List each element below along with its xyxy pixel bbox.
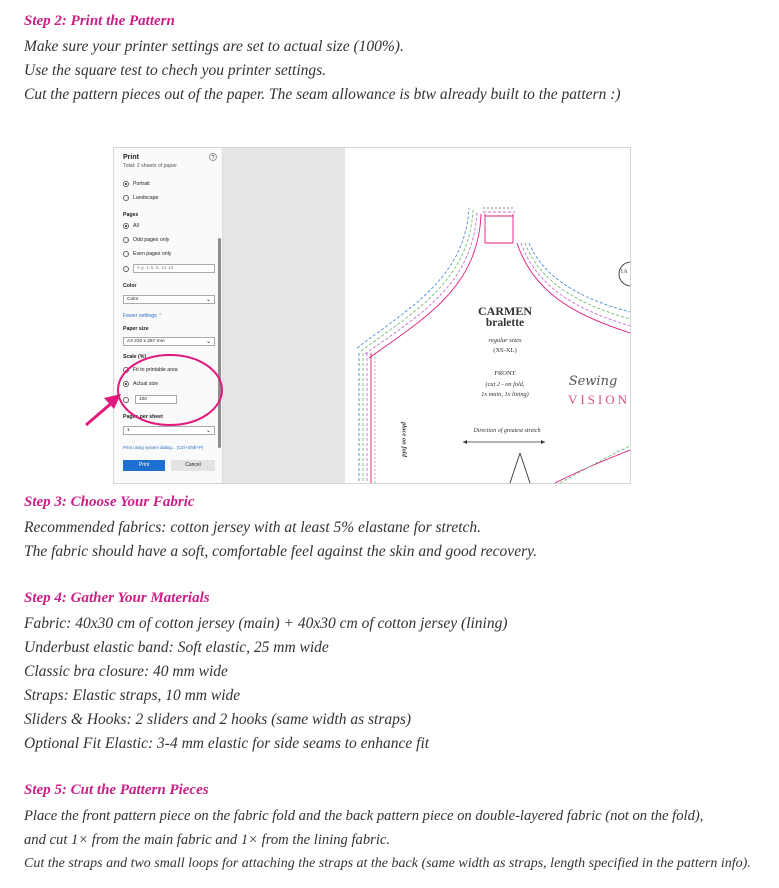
step2-line: Cut the pattern pieces out of the paper. The seam allowance is btw already built to the pattern :) [24, 86, 621, 103]
step4-line: Classic bra closure: 40 mm wide [24, 663, 228, 680]
print-dialog [114, 148, 223, 483]
step2-line: Use the square test to chech you printer settings. [24, 62, 327, 79]
step3-heading: Step 3: Choose Your Fabric [24, 494, 195, 510]
landscape-label: Landscape [133, 195, 159, 201]
step4-section [24, 588, 774, 756]
print-button[interactable]: Print [123, 460, 165, 471]
step5-heading: Step 5: Cut the Pattern Pieces [24, 782, 209, 798]
pattern-sizes-line2: (XS-XL) [493, 347, 517, 354]
actual-size-radio[interactable] [123, 381, 129, 387]
scale-label: Scale (%) [123, 354, 147, 360]
chevron-down-icon: ⌄ [205, 428, 211, 434]
step4-line: Sliders & Hooks: 2 sliders and 2 hooks (same width as straps) [24, 711, 412, 728]
pattern-sizes-line1: regular sizes [488, 337, 522, 344]
pages-even-radio[interactable] [123, 251, 129, 257]
step4-line: Optional Fit Elastic: 3-4 mm elastic for side seams to enhance fit [24, 735, 430, 752]
step3-line: Recommended fabrics: cotton jersey with at least 5% elastane for stretch. [24, 519, 482, 536]
actual-size-label: Actual size [133, 381, 159, 387]
fewer-settings-link[interactable]: Fewer settings ⌃ [123, 313, 163, 319]
step5-line: Place the front pattern piece on the fabric fold and the back pattern piece on double-layered fabric (not on the fold), [24, 808, 704, 824]
scale-input[interactable]: 100 [135, 395, 177, 404]
system-dialog-link[interactable]: Print using system dialog... (Ctrl+Shift+P) [123, 445, 204, 450]
pattern-piece: FRONT [494, 370, 516, 377]
landscape-radio[interactable] [123, 195, 129, 201]
dialog-title: Print [123, 154, 139, 161]
pages-custom-radio[interactable] [123, 266, 129, 272]
paper-size-value: A4 210 x 297 mm [127, 339, 165, 344]
pages-all-label: All [133, 223, 139, 229]
pages-per-sheet-label: Pages per sheet [123, 414, 163, 420]
preview-background [223, 148, 345, 483]
step2-line: Make sure your printer settings are set to actual size (100%). [24, 38, 404, 55]
stretch-label: Direction of greatest stretch [473, 428, 541, 434]
corner-mark: 1A [620, 269, 628, 275]
pattern-cut-line1: (cut 2 - on fold, [485, 381, 525, 388]
step3-section [24, 492, 774, 564]
color-value: Color [127, 297, 139, 302]
fold-label: place on fold [400, 422, 408, 457]
step5-line: and cut 1× from the main fabric and 1× from the lining fabric. [24, 832, 391, 848]
step5-section [24, 780, 774, 876]
portrait-radio[interactable] [123, 181, 129, 187]
pattern-name: CARMEN [478, 304, 532, 318]
step2-heading: Step 2: Print the Pattern [24, 13, 175, 29]
paper-size-label: Paper size [123, 326, 149, 332]
pages-per-sheet-value: 1 [127, 428, 130, 433]
pages-range-input[interactable]: e.g. 1-5, 8, 11-13 [133, 264, 215, 273]
paper-size-select[interactable] [123, 337, 215, 346]
pages-label: Pages [123, 212, 139, 218]
step2-section [24, 11, 774, 107]
step4-line: Fabric: 40x30 cm of cotton jersey (main) + 40x30 cm of cotton jersey (lining) [24, 615, 508, 632]
pages-odd-radio[interactable] [123, 237, 129, 243]
fit-printable-radio[interactable] [123, 367, 129, 373]
color-label: Color [123, 283, 137, 289]
brand-name: VISION [567, 392, 631, 407]
pages-per-sheet-select[interactable] [123, 426, 215, 435]
brand-script: Sewing [568, 374, 618, 389]
portrait-label: Portrait [133, 181, 150, 187]
color-select[interactable] [123, 295, 215, 304]
pages-odd-label: Odd pages only [133, 237, 170, 243]
step3-line: The fabric should have a soft, comfortable feel against the skin and good recovery. [24, 543, 537, 560]
pages-even-label: Even pages only [133, 251, 172, 257]
cancel-button[interactable]: Cancel [171, 460, 215, 471]
step4-line: Straps: Elastic straps, 10 mm wide [24, 687, 241, 704]
pattern-cut-line2: 1x main, 1x lining) [481, 391, 529, 398]
chevron-down-icon: ⌄ [205, 339, 211, 345]
step4-heading: Step 4: Gather Your Materials [24, 590, 210, 606]
step5-line: Cut the straps and two small loops for attaching the straps at the back (same width as straps, length specified in the pattern info). [24, 856, 751, 871]
step4-line: Underbust elastic band: Soft elastic, 25 mm wide [24, 639, 329, 656]
preview-page [345, 148, 630, 483]
pages-all-radio[interactable] [123, 223, 129, 229]
pattern-type: bralette [485, 317, 525, 329]
dialog-scrollbar[interactable] [218, 238, 221, 448]
chevron-down-icon: ⌄ [205, 297, 211, 303]
help-icon[interactable]: ? [209, 153, 217, 161]
fit-printable-label: Fit to printable area [133, 367, 178, 373]
print-preview-screenshot [113, 147, 631, 484]
dialog-subtitle: Total: 2 sheets of paper [123, 163, 177, 169]
scale-custom-radio[interactable] [123, 397, 129, 403]
